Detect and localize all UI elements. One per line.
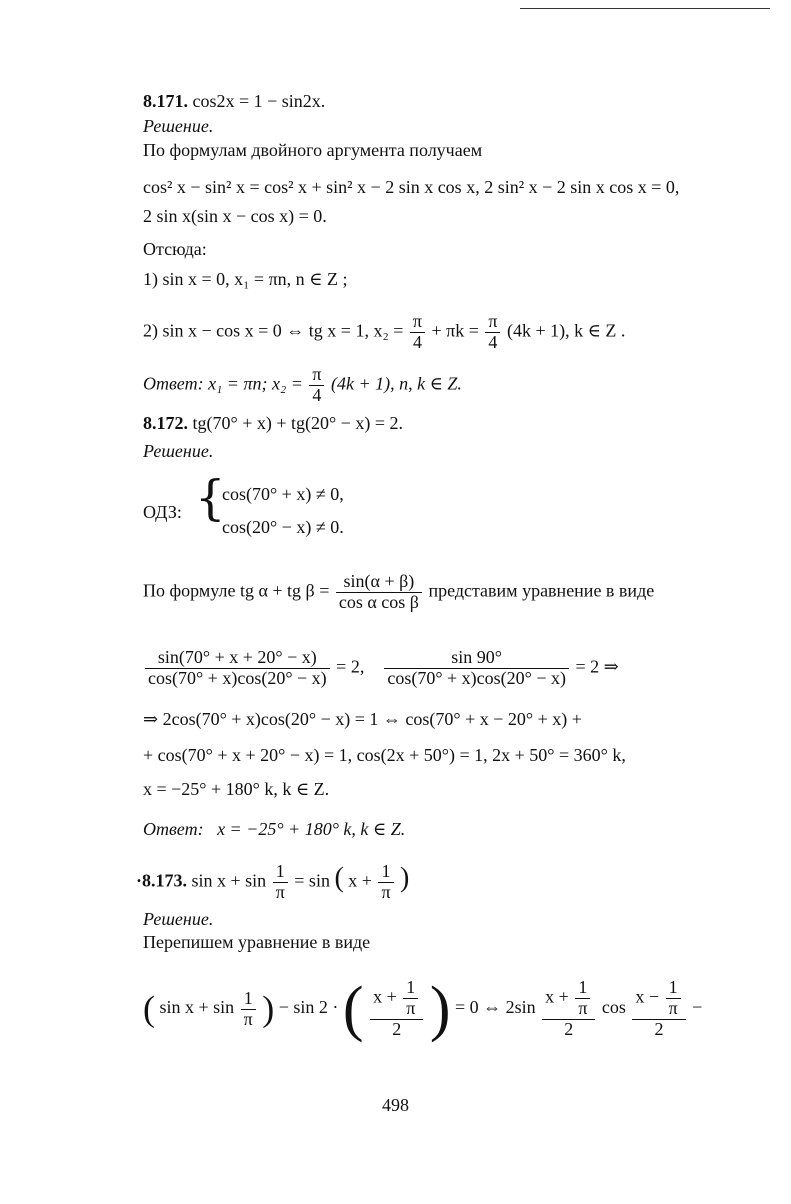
fraction-pi-over-4: $\frac{\pi}{4}$: [309, 365, 324, 406]
answer-label: Ответ:: [143, 819, 204, 839]
solution-intro: По формулам двойного аргумента получаем: [143, 140, 483, 160]
odz-label: ОДЗ:: [143, 502, 182, 522]
case-1: 1) sin x = 0, x₁ = πn, n ∈ Z ;: [143, 269, 348, 289]
nested-fraction: x + $\frac{1}{\pi}$ 2: [542, 978, 595, 1039]
nested-fraction: x + $\frac{1}{\pi}$ 2: [370, 978, 423, 1039]
formula-line: По формуле tg α + tg β = $\frac{\sin(\alpha + \beta)}{\text{cos α cos β}}$ представим уравнение в виде: [143, 571, 655, 612]
equation-line: x = −25° + 180° k, k ∈ Z.: [143, 779, 330, 799]
problem-number: ·8.173.: [136, 870, 188, 891]
nested-fraction: x − $\frac{1}{\pi}$ 2: [632, 978, 685, 1039]
equation-line: + cos(70° + x + 20° − x) = 1, cos(2x + 50°) = 1, 2x + 50° = 360° k,: [143, 745, 626, 765]
tan-sum-fraction: $\frac{\sin(\alpha + \beta)}{\text{cos α cos β}}$: [336, 572, 422, 613]
problem-8-173-header: ·8.173. sin x + sin $\frac{1}{\pi}$ = sin ( x + $\frac{1}{\pi}$ ): [136, 861, 410, 902]
fraction-pi-over-4: $\frac{\pi}{4}$: [485, 312, 500, 353]
fraction-one-over-pi: $\frac{1}{\pi}$: [273, 862, 288, 903]
fraction: $\frac{\sin(70^\circ + x + 20^\circ - x)}{\cos(70^\circ + x)\cos(20^\circ - x)}$: [145, 648, 330, 689]
text-line: Отсюда:: [143, 239, 207, 259]
case-2: 2) sin x − cos x = 0 ⇔ tg x = 1, x₂ = $\frac{\pi}{4}$ + πk = $\frac{\pi}{4}$ (4k + 1), k ∈ Z .: [143, 311, 626, 352]
page-number: 498: [382, 1095, 409, 1115]
answer-8-172: Ответ: x = −25° + 180° k, k ∈ Z.: [143, 819, 406, 839]
answer-8-171: Ответ: x₁ = πn; x₂ = $\frac{\pi}{4}$ (4k + 1), n, k ∈ Z.: [143, 364, 462, 405]
fraction-one-over-pi: $\frac{1}{\pi}$: [378, 862, 393, 903]
answer-label: Ответ:: [143, 373, 204, 394]
fraction-equation-line: $\frac{\sin(70^\circ + x + 20^\circ - x)}{\cos(70^\circ + x)\cos(20^\circ - x)}$ = 2, $\frac{\sin 90^\circ}{\cos(70^\circ + x)\cos(20^\circ - x)}$ = 2 ⇒: [143, 648, 619, 689]
problem-equation: cos2x = 1 − sin2x.: [192, 91, 326, 111]
header-rule: [520, 8, 770, 9]
problem-8-172-header: [143, 414, 403, 434]
odz-condition-2: cos(20° − x) ≠ 0.: [222, 517, 344, 537]
equation-line: cos² x − sin² x = cos² x + sin² x − 2 sin x cos x, 2 sin² x − 2 sin x cos x = 0,: [143, 177, 680, 197]
problem-8-171-header: [143, 92, 325, 112]
problem-equation: tg(70° + x) + tg(20° − x) = 2.: [192, 413, 403, 433]
problem-number: 8.172.: [143, 413, 188, 433]
solution-intro: Перепишем уравнение в виде: [143, 932, 371, 952]
fraction-one-over-pi: $\frac{1}{\pi}$: [241, 989, 256, 1030]
fraction-pi-over-4: $\frac{\pi}{4}$: [410, 312, 425, 353]
solution-label: Решение.: [143, 441, 214, 461]
problem-number: 8.171.: [143, 91, 188, 111]
system-brace: {: [195, 470, 226, 526]
solution-label: Решение.: [143, 116, 214, 136]
equation-line: ⇒ 2cos(70° + x)cos(20° − x) = 1 ⇔ cos(70° + x − 20° + x) +: [143, 709, 582, 729]
fraction: $\frac{\sin 90^\circ}{\cos(70^\circ + x)\cos(20^\circ - x)}$: [384, 648, 569, 689]
equation-line: 2 sin x(sin x − cos x) = 0.: [143, 206, 327, 226]
odz-condition-1: cos(70° + x) ≠ 0,: [222, 484, 344, 504]
equation-line-final: ( sin x + sin $\frac{1}{\pi}$ ) − sin 2 · ( x + $\frac{1}{\pi}$ 2 ) = 0 ⇔ 2sin x + $\frac{1}{\pi}$ 2 cos x − $\frac{1}{\pi}$ 2 −: [143, 975, 703, 1043]
solution-label: Решение.: [143, 909, 214, 929]
